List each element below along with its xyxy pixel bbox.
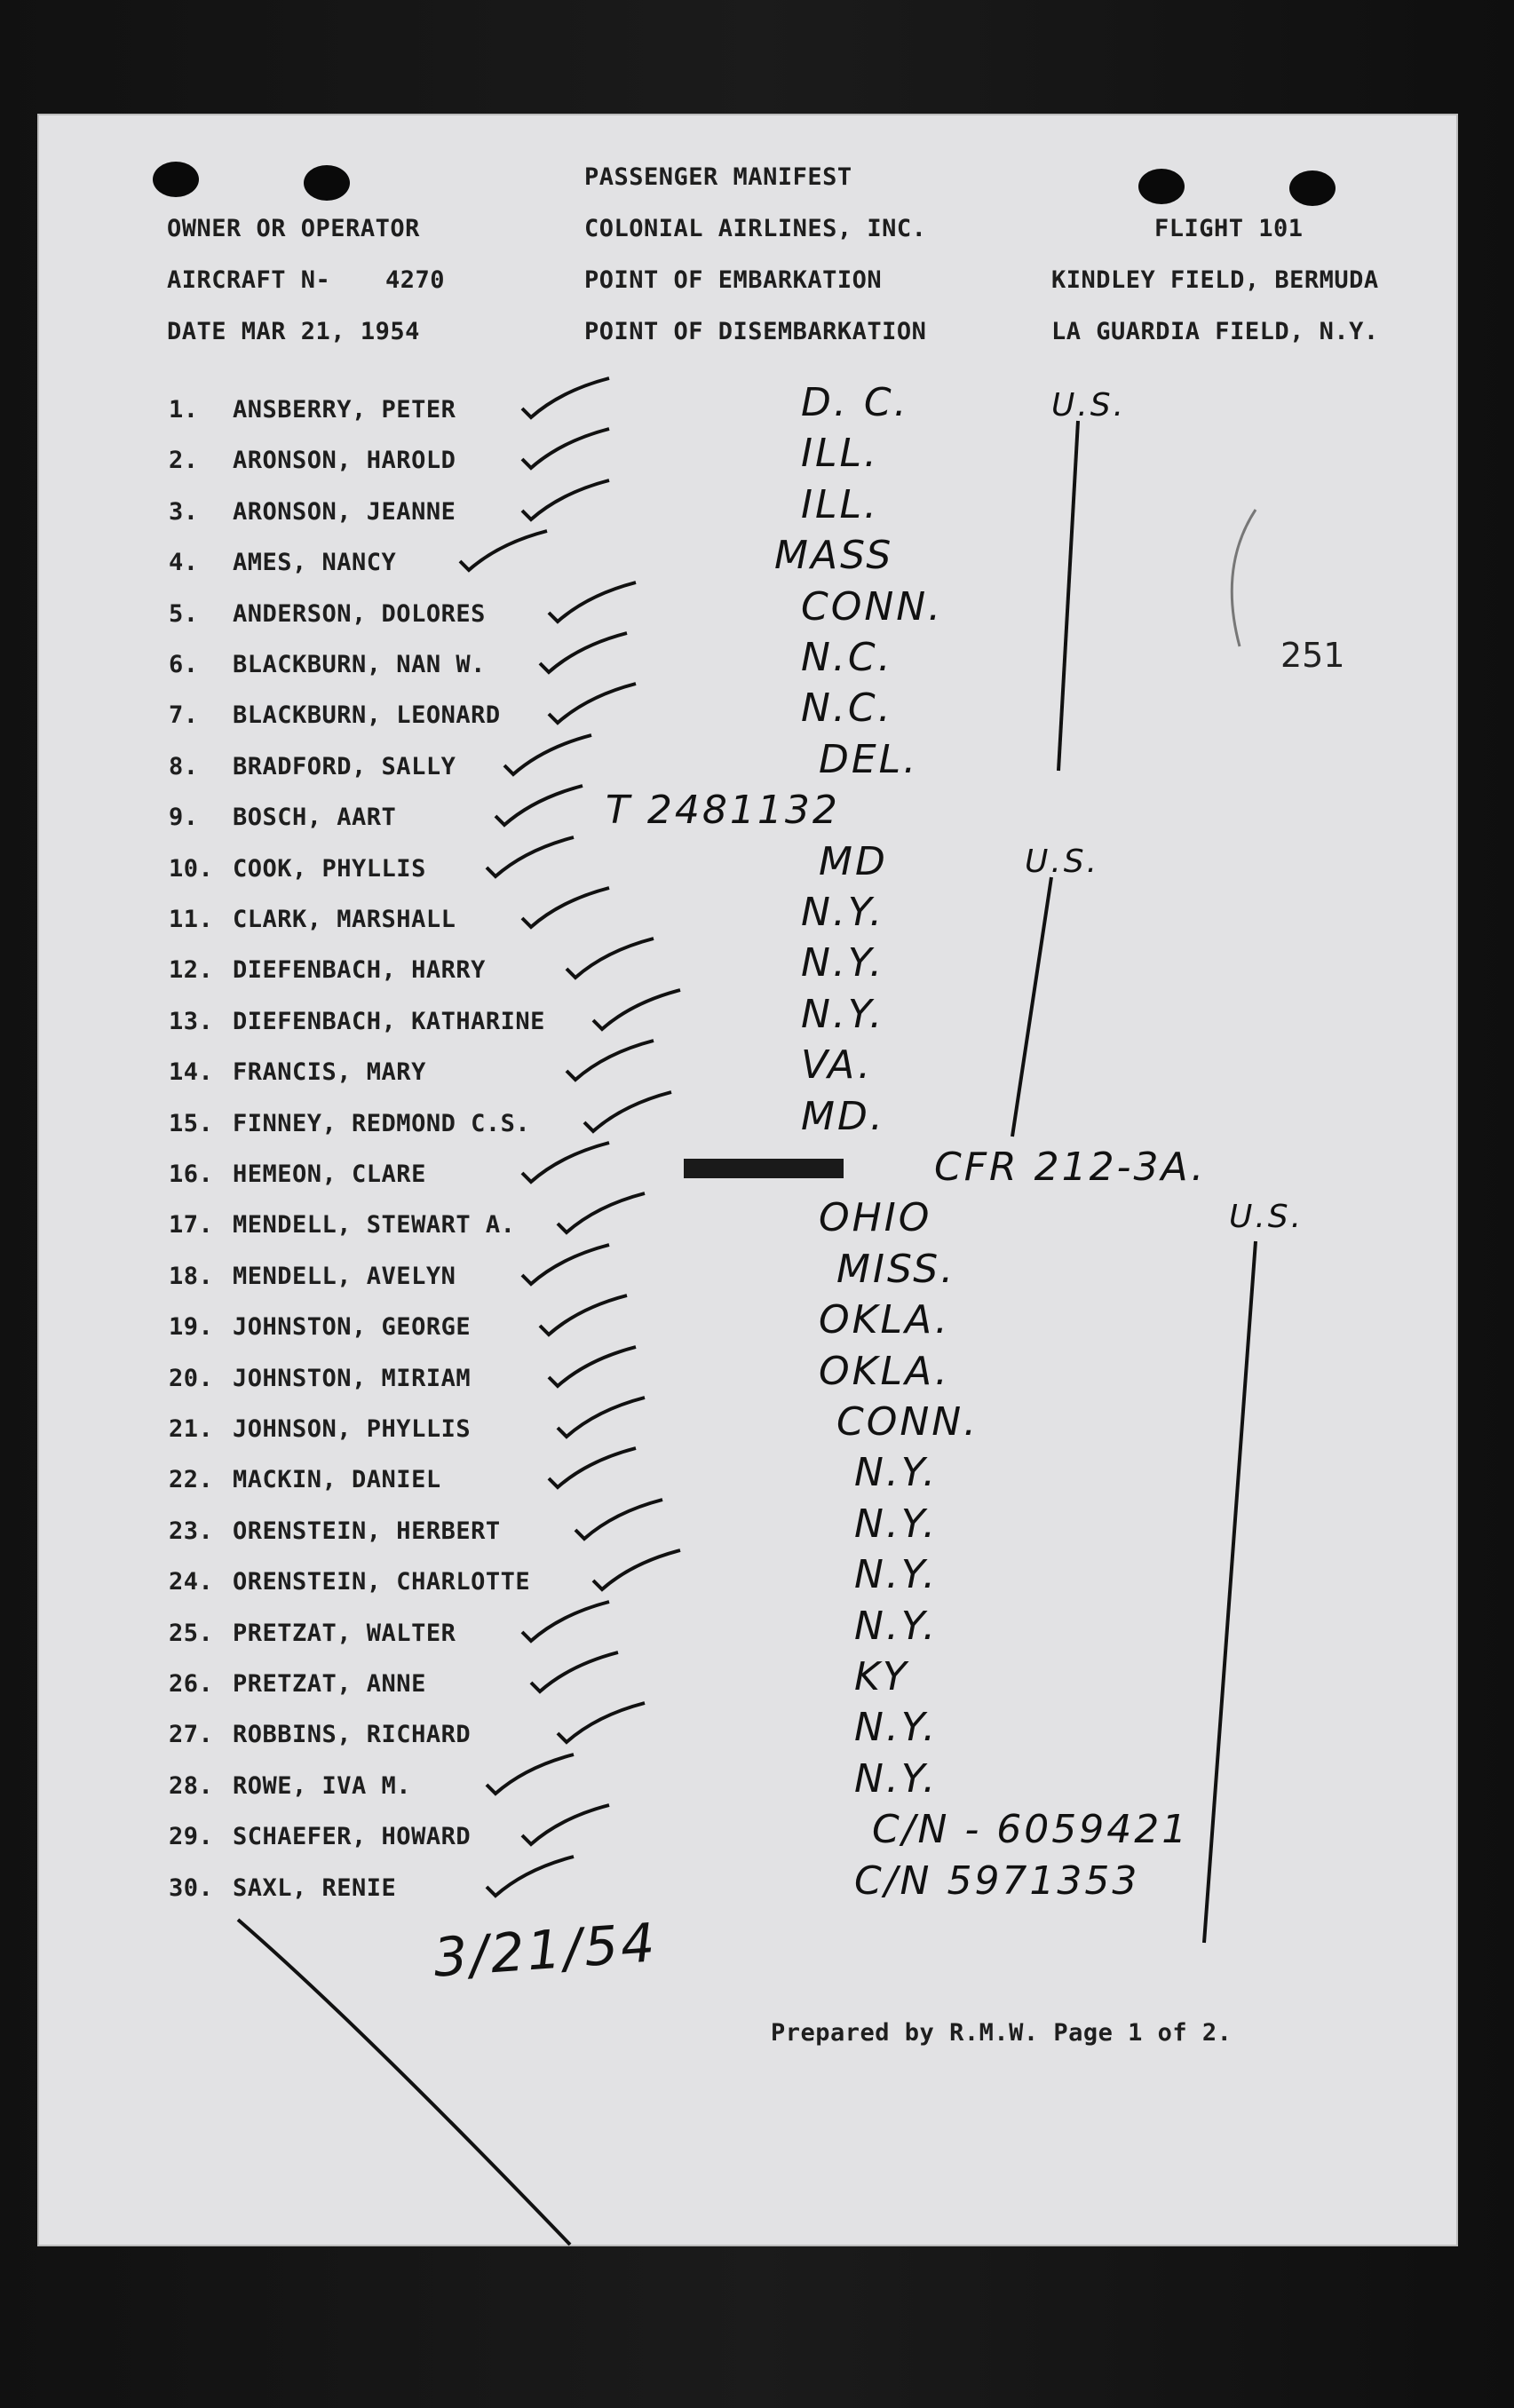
passenger-name: BOSCH, AART xyxy=(233,804,397,832)
passenger-number: 3. xyxy=(169,497,199,526)
passenger-name: DIEFENBACH, KATHARINE xyxy=(233,1007,545,1035)
passenger-number: 20. xyxy=(169,1364,214,1392)
passenger-name: ROWE, IVA M. xyxy=(233,1771,412,1800)
passenger-note: D. C. xyxy=(801,380,909,425)
passenger-name: HEMEON, CLARE xyxy=(233,1160,426,1188)
passenger-note: MASS xyxy=(774,533,894,579)
passenger-note: ILL. xyxy=(801,431,879,477)
passenger-number: 5. xyxy=(169,599,199,628)
signature-date: 3/21/54 xyxy=(431,1912,660,1990)
passenger-note: OKLA. xyxy=(819,1297,950,1343)
passenger-number: 30. xyxy=(169,1873,214,1902)
passenger-number: 25. xyxy=(169,1619,214,1647)
embarkation-value: KINDLEY FIELD, BERMUDA xyxy=(1051,266,1379,294)
passenger-note: MD xyxy=(819,838,888,884)
passenger-note: MD. xyxy=(801,1093,885,1139)
passenger-name: PRETZAT, WALTER xyxy=(233,1619,456,1647)
passenger-name: SAXL, RENIE xyxy=(233,1873,397,1902)
passenger-name: SCHAEFER, HOWARD xyxy=(233,1823,472,1851)
passenger-note: T 2481132 xyxy=(606,788,840,834)
passenger-name: CLARK, MARSHALL xyxy=(233,906,456,933)
passenger-number: 29. xyxy=(169,1823,214,1851)
embarkation-label: POINT OF EMBARKATION xyxy=(584,266,883,294)
passenger-note: N.Y. xyxy=(854,1501,939,1547)
passenger-note: CONN. xyxy=(836,1399,979,1445)
manifest-title: PASSENGER MANIFEST xyxy=(584,163,852,191)
passenger-number: 10. xyxy=(169,854,214,883)
prepared-by-footer: Prepared by R.M.W. Page 1 of 2. xyxy=(771,2019,1233,2047)
passenger-note: C/N 5971353 xyxy=(854,1857,1140,1904)
passenger-name: MENDELL, AVELYN xyxy=(233,1262,456,1290)
passenger-number: 13. xyxy=(169,1007,214,1035)
passenger-note: N.Y. xyxy=(854,1603,939,1649)
passenger-note: N.Y. xyxy=(801,890,885,935)
passenger-note: ILL. xyxy=(801,481,879,527)
passenger-number: 17. xyxy=(169,1211,214,1240)
nationality-mark: U.S. xyxy=(1229,1199,1304,1235)
owner-value: COLONIAL AIRLINES, INC. xyxy=(584,215,927,242)
passenger-note: C/N - 6059421 xyxy=(872,1807,1190,1853)
passenger-name: COOK, PHYLLIS xyxy=(233,854,426,883)
passenger-note: OKLA. xyxy=(819,1348,950,1394)
passenger-note: N.Y. xyxy=(854,1450,939,1496)
manifest-sheet xyxy=(37,114,1458,2246)
passenger-number: 27. xyxy=(169,1721,214,1749)
passenger-number: 1. xyxy=(169,396,199,424)
passenger-number: 8. xyxy=(169,752,199,780)
passenger-name: ORENSTEIN, CHARLOTTE xyxy=(233,1568,531,1596)
passenger-name: JOHNSON, PHYLLIS xyxy=(233,1415,472,1443)
aircraft-label: AIRCRAFT N- xyxy=(167,266,331,294)
passenger-name: BRADFORD, SALLY xyxy=(233,752,456,780)
passenger-note: N.Y. xyxy=(801,991,885,1037)
passenger-name: ANDERSON, DOLORES xyxy=(233,599,486,628)
passenger-number: 11. xyxy=(169,906,214,933)
passenger-note: CONN. xyxy=(801,583,944,630)
passenger-number: 28. xyxy=(169,1771,214,1800)
passenger-name: FRANCIS, MARY xyxy=(233,1058,426,1087)
passenger-number: 14. xyxy=(169,1058,214,1087)
passenger-name: PRETZAT, ANNE xyxy=(233,1670,426,1698)
passenger-note: N.Y. xyxy=(801,940,885,986)
manifest-date: DATE MAR 21, 1954 xyxy=(167,318,420,345)
passenger-number: 7. xyxy=(169,701,199,730)
passenger-name: DIEFENBACH, HARRY xyxy=(233,956,486,985)
passenger-number: 2. xyxy=(169,447,199,475)
passenger-number: 26. xyxy=(169,1670,214,1698)
passenger-number: 6. xyxy=(169,651,199,678)
passenger-note: VA. xyxy=(801,1042,874,1089)
disembarkation-value: LA GUARDIA FIELD, N.Y. xyxy=(1051,318,1379,345)
passenger-name: ANSBERRY, PETER xyxy=(233,396,456,424)
passenger-note: N.Y. xyxy=(854,1755,939,1802)
passenger-number: 9. xyxy=(169,804,199,832)
passenger-note: N.Y. xyxy=(854,1705,939,1751)
passenger-note: DEL. xyxy=(819,736,919,782)
passenger-name: ARONSON, JEANNE xyxy=(233,497,456,526)
owner-label: OWNER OR OPERATOR xyxy=(167,215,420,242)
passenger-note: N.Y. xyxy=(854,1552,939,1598)
passenger-name: MENDELL, STEWART A. xyxy=(233,1211,516,1240)
passenger-note: N.C. xyxy=(801,635,893,680)
passenger-note: OHIO xyxy=(819,1195,932,1241)
passenger-number: 18. xyxy=(169,1262,214,1290)
nationality-mark: U.S. xyxy=(1051,387,1127,424)
passenger-number: 21. xyxy=(169,1415,214,1443)
page-curl-mark xyxy=(1232,510,1256,646)
passenger-note: N.C. xyxy=(801,685,893,732)
passenger-number: 19. xyxy=(169,1313,214,1342)
passenger-number: 16. xyxy=(169,1160,214,1188)
passenger-number: 23. xyxy=(169,1517,214,1545)
bracket-line xyxy=(1012,877,1051,1137)
passenger-name: JOHNSTON, GEORGE xyxy=(233,1313,472,1342)
passenger-number: 12. xyxy=(169,956,214,985)
passenger-name: ROBBINS, RICHARD xyxy=(233,1721,472,1749)
nationality-mark: U.S. xyxy=(1025,844,1100,880)
passenger-name: BLACKBURN, NAN W. xyxy=(233,651,486,678)
passenger-note: CFR 212-3A. xyxy=(934,1145,1207,1190)
diagonal-line xyxy=(238,1920,570,2245)
passenger-name: ORENSTEIN, HERBERT xyxy=(233,1517,501,1545)
page-number-stamp: 251 xyxy=(1280,636,1345,675)
passenger-name: BLACKBURN, LEONARD xyxy=(233,701,501,730)
passenger-name: MACKIN, DANIEL xyxy=(233,1466,441,1494)
passenger-number: 22. xyxy=(169,1466,214,1494)
passenger-number: 4. xyxy=(169,549,199,577)
aircraft-number: 4270 xyxy=(385,266,446,294)
passenger-note: KY xyxy=(854,1654,909,1699)
passenger-name: ARONSON, HAROLD xyxy=(233,447,456,475)
passenger-name: JOHNSTON, MIRIAM xyxy=(233,1364,472,1392)
passenger-note: MISS. xyxy=(836,1246,956,1292)
passenger-name: FINNEY, REDMOND C.S. xyxy=(233,1109,531,1137)
disembarkation-label: POINT OF DISEMBARKATION xyxy=(584,318,927,345)
flight-number: FLIGHT 101 xyxy=(1154,215,1304,242)
handwritten-marks xyxy=(37,114,1458,2246)
strikeout-mark xyxy=(684,1159,844,1178)
passenger-number: 24. xyxy=(169,1568,214,1596)
bracket-line xyxy=(1204,1241,1256,1943)
bracket-line xyxy=(1058,421,1078,771)
passenger-number: 15. xyxy=(169,1109,214,1137)
passenger-name: AMES, NANCY xyxy=(233,549,397,577)
